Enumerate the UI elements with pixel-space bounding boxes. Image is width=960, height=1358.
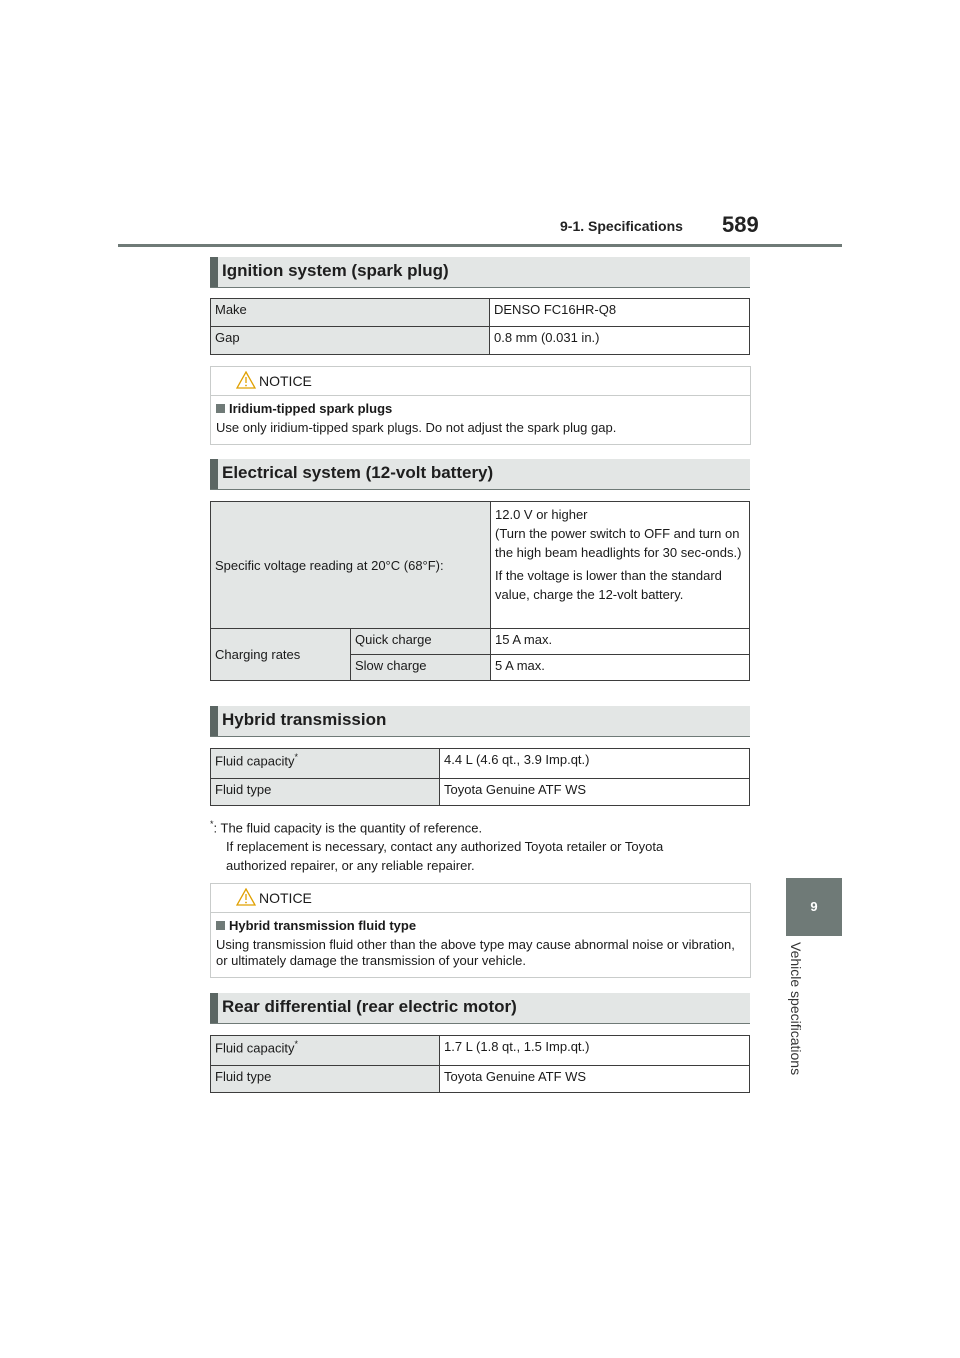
fluid-capacity-label: Fluid capacity: [215, 753, 295, 769]
table-label: [211, 749, 440, 779]
table-label: Fluid type: [211, 779, 440, 806]
table-label: Charging rates: [211, 629, 351, 681]
section-heading-ignition: [210, 257, 750, 288]
table-value: 15 A max.: [491, 629, 750, 655]
table-row: [211, 1066, 750, 1093]
header-divider: [118, 244, 842, 247]
ignition-table: [210, 298, 750, 355]
notice-body: Use only iridium-tipped spark plugs. Do not adjust the spark plug gap.: [216, 420, 617, 435]
table-value: DENSO FC16HR-Q8: [490, 299, 750, 327]
table-label: Make: [211, 299, 490, 327]
table-label: Gap: [211, 327, 490, 355]
footnote-mark: *: [294, 752, 298, 762]
table-value: [491, 502, 750, 629]
footnote-line: authorized repairer, or any reliable repairer.: [226, 858, 475, 874]
page-number: 589: [722, 212, 759, 237]
footnote-line: If replacement is necessary, contact any authorized Toyota retailer or Toyota: [226, 839, 664, 855]
notice-subtitle-text: Hybrid transmission fluid type: [229, 918, 417, 933]
table-value: 1.7 L (1.8 qt., 1.5 Imp.qt.): [440, 1036, 750, 1066]
hybrid-table: [210, 748, 750, 806]
table-row: [211, 629, 750, 655]
table-row: [211, 779, 750, 806]
chapter-tab: 9: [786, 878, 842, 936]
table-row: [211, 327, 750, 355]
notice-body: Using transmission fluid other than the above type may cause abnormal noise or vibration, or ultimately damage the transmission of your vehicle.: [216, 937, 735, 968]
table-label: [211, 1036, 440, 1066]
section-title: 9-1. Specifications: [560, 218, 683, 234]
footnote: [210, 815, 750, 875]
notice-heading: NOTICE: [259, 373, 312, 389]
footnote-mark: *: [294, 1039, 298, 1049]
table-value: 0.8 mm (0.031 in.): [490, 327, 750, 355]
footnote-text: : The fluid capacity is the quantity of reference.: [213, 820, 483, 836]
table-value: 4.4 L (4.6 qt., 3.9 Imp.qt.): [440, 749, 750, 779]
table-label: Quick charge: [351, 629, 491, 655]
warning-triangle-icon: [236, 888, 256, 906]
table-value: Toyota Genuine ATF WS: [440, 779, 750, 806]
notice-subtitle-text: Iridium-tipped spark plugs: [229, 401, 393, 416]
section-heading-text: Ignition system (spark plug): [222, 261, 449, 280]
table-label: Specific voltage reading at 20°C (68°F):: [211, 502, 491, 629]
notice-box-spark-plugs: [210, 366, 751, 445]
warning-triangle-icon: [236, 371, 256, 389]
electrical-table: [210, 501, 750, 681]
table-row: [211, 749, 750, 779]
notice-heading: NOTICE: [259, 890, 312, 906]
section-heading-rear-differential: [210, 993, 750, 1024]
table-row: [211, 1036, 750, 1066]
notice-header: [211, 367, 750, 396]
voltage-value: 12.0 V or higher: [495, 507, 588, 522]
table-row: [211, 299, 750, 327]
footnote-line: [210, 815, 750, 837]
table-label: Fluid type: [211, 1066, 440, 1093]
notice-subtitle: [216, 401, 750, 416]
rear-differential-table: [210, 1035, 750, 1093]
fluid-capacity-label: Fluid capacity: [215, 1040, 295, 1056]
table-row: [211, 502, 750, 629]
section-heading-text: Rear differential (rear electric motor): [222, 997, 517, 1016]
section-heading-electrical: [210, 459, 750, 490]
section-heading-hybrid: [210, 706, 750, 737]
square-bullet-icon: [216, 921, 225, 930]
table-value: Toyota Genuine ATF WS: [440, 1066, 750, 1093]
notice-box-transmission-fluid: [210, 883, 751, 978]
voltage-advice: If the voltage is lower than the standard value, charge the 12-volt battery.: [495, 568, 722, 602]
footnote-mark: *: [210, 819, 214, 829]
chapter-label: Vehicle specifications: [788, 942, 804, 1076]
voltage-note: (Turn the power switch to OFF and turn on the high beam headlights for 30 sec-onds.): [495, 526, 742, 560]
notice-header: [211, 884, 750, 913]
section-heading-text: Hybrid transmission: [222, 710, 387, 729]
notice-subtitle: [216, 918, 750, 933]
square-bullet-icon: [216, 404, 225, 413]
table-label: Slow charge: [351, 655, 491, 681]
table-value: 5 A max.: [491, 655, 750, 681]
section-heading-text: Electrical system (12-volt battery): [222, 463, 494, 482]
